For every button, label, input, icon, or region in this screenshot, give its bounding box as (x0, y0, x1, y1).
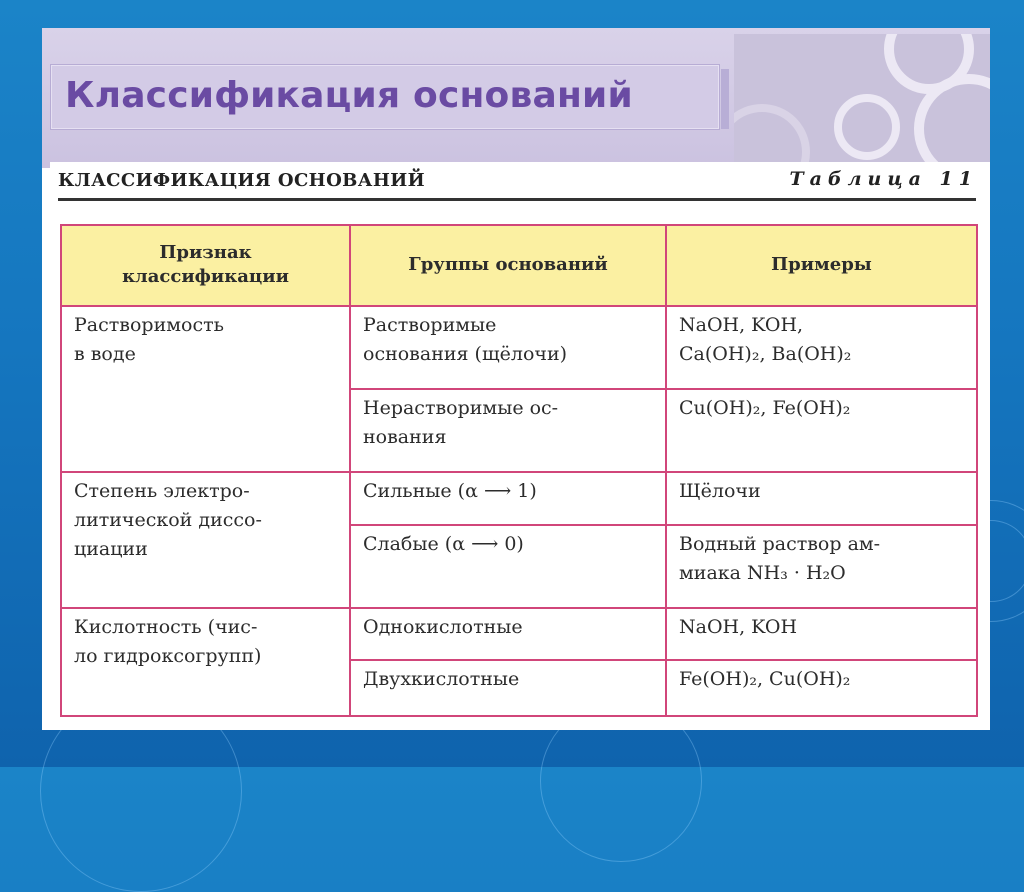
caption-rule (58, 198, 976, 201)
example-cell: NaOH, KOH (666, 608, 977, 661)
title-box-edge (721, 69, 729, 129)
slide-title: Классификация оснований (65, 75, 633, 116)
table-row (61, 306, 977, 389)
header-groups: Группы оснований (350, 225, 666, 306)
table-header-row (61, 225, 977, 306)
table-caption: КЛАССИФИКАЦИЯ ОСНОВАНИЙ (58, 170, 426, 191)
group-cell: Растворимые основания (щёлочи) (350, 306, 666, 389)
criterion-cell: Степень электро- литической диссо- циации (61, 472, 350, 608)
table-row (61, 472, 977, 525)
group-cell: Слабые (α ⟶ 0) (350, 525, 666, 608)
criterion-cell: Кислотность (чис- ло гидроксогрупп) (61, 608, 350, 716)
classification-table (60, 224, 978, 717)
example-cell: Cu(OH)₂, Fe(OH)₂ (666, 389, 977, 472)
slide (42, 28, 990, 730)
title-box (50, 64, 720, 130)
table-number: Таблица 11 (789, 168, 978, 190)
example-cell: Щёлочи (666, 472, 977, 525)
group-cell: Однокислотные (350, 608, 666, 661)
criterion-cell: Растворимость в воде (61, 306, 350, 472)
group-cell: Двухкислотные (350, 660, 666, 716)
example-cell: Fe(OH)₂, Cu(OH)₂ (666, 660, 977, 716)
group-cell: Нерастворимые ос- нования (350, 389, 666, 472)
example-cell: NaOH, KOH, Ca(OH)₂, Ba(OH)₂ (666, 306, 977, 389)
example-cell: Водный раствор ам- миака NH₃ · H₂O (666, 525, 977, 608)
textbook-page (50, 162, 990, 730)
header-examples: Примеры (666, 225, 977, 306)
decorative-rings-image (734, 34, 990, 164)
title-band (42, 28, 990, 168)
group-cell: Сильные (α ⟶ 1) (350, 472, 666, 525)
table-row (61, 608, 977, 661)
header-criterion: Признак классификации (61, 225, 350, 306)
